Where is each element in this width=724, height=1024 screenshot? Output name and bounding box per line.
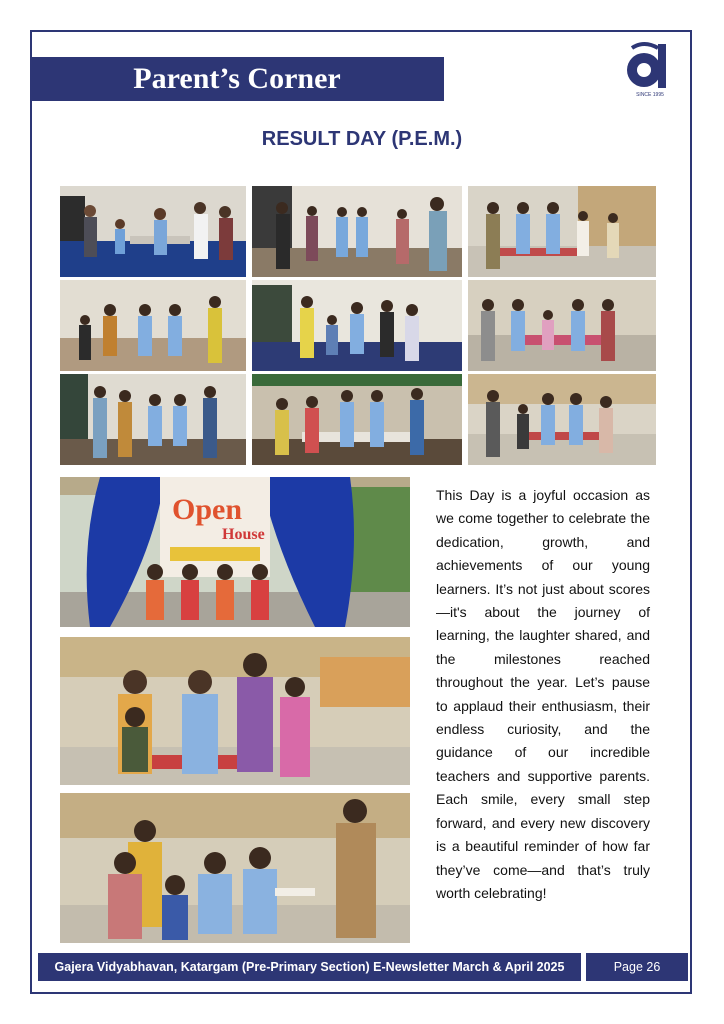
photo-certificate-handover bbox=[60, 793, 410, 943]
photo-classroom-7 bbox=[60, 374, 246, 465]
footer-publication: Gajera Vidyabhavan, Katargam (Pre-Primary Section) E-Newsletter March & April 2025 bbox=[38, 953, 581, 981]
section-title: RESULT DAY (P.E.M.) bbox=[261, 128, 463, 150]
photo-classroom-9 bbox=[468, 374, 656, 465]
photo-classroom-8 bbox=[252, 374, 462, 465]
photo-classroom-3 bbox=[468, 186, 656, 277]
photo-grid bbox=[60, 186, 658, 466]
photo-classroom-4 bbox=[60, 280, 246, 371]
page-number: Page 26 bbox=[586, 953, 688, 981]
photo-classroom-2 bbox=[252, 186, 462, 277]
open-house-title: Open bbox=[172, 493, 243, 526]
school-logo-icon bbox=[622, 40, 678, 98]
open-house-subtitle: House bbox=[222, 526, 265, 543]
photo-classroom-6 bbox=[468, 280, 656, 371]
photo-open-house bbox=[60, 477, 410, 627]
section-banner: Parent’s Corner bbox=[30, 57, 444, 101]
article-paragraph: This Day is a joyful occasion as we come together to celebrate the dedication, growth, and achievements of our young learners. It’s not just about scores—it's about the journey of learning, the laughter shared, and the milestones reached throughout the year. Let’s pause to applaud their enthusiasm, their endless curiosity, and the guidance of our incredible teachers and supportive parents. Each smile, every small step forward, and every new discovery is a beautiful reminder of how far they’ve come—and that’s truly worth celebrating! bbox=[436, 487, 650, 901]
photo-classroom-5 bbox=[252, 280, 462, 371]
photo-classroom-1 bbox=[60, 186, 246, 277]
logo-caption: SINCE 1995 bbox=[636, 92, 664, 98]
photo-family-result bbox=[60, 637, 410, 785]
